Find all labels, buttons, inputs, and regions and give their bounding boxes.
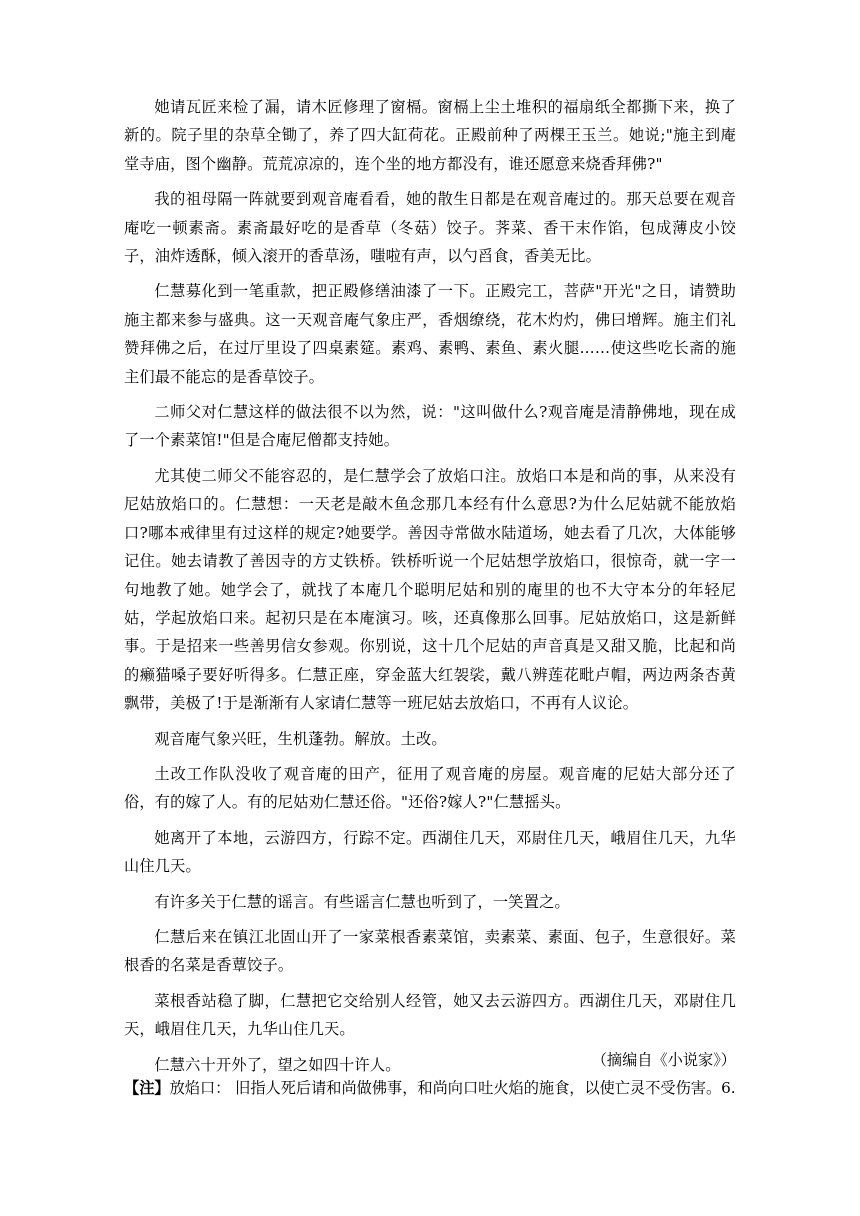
footnote <box>124 1076 764 1100</box>
paragraph-6: 观音庵气象兴旺，生机蓬勃。解放。土改。 <box>154 729 447 748</box>
paragraph-5: 尤其使二师父不能容忍的，是仁慧学会了放焰口注。放焰口本是和尚的事，从来没有尼姑放焰口的。仁慧想：一天老是敲木鱼念那几本经有什么意思?为什么尼姑就不能放焰口?哪本戒律里有过这样的规定?她要学。善因寺常做水陆道场，她去看了几次，大体能够记住。她去请教了善因寺的方丈铁桥。铁桥听说一个尼姑想学放焰口，很惊奇，就一字一句地教了她。她学会了，就找了本庵几个聪明尼姑和别的庵里的也不大守本分的年轻尼姑，学起放焰口来。起初只是在本庵演习。咳，还真像那么回事。尼姑放焰口，这是新鲜事。于是招来一些善男信女参观。你别说，这十几个尼姑的声音真是又甜又脆，比起和尚的癞猫嗓子要好听得多。仁慧正座，穿金蓝大红袈裟，戴八辨莲花毗卢帽，两边两条杏黄飘带，美极了!于是渐渐有人家请仁慧等一班尼姑去放焰口，不再有人议论。 <box>124 466 736 713</box>
paragraph-7: 土改工作队没收了观音庵的田产，征用了观音庵的房屋。观音庵的尼姑大部分还了俗，有的嫁了人。有的尼姑劝仁慧还俗。"还俗?嫁人?"仁慧摇头。 <box>124 764 736 812</box>
footnote-text: 放焰口： 旧指人死后请和尚做佛事，和尚向口吐火焰的施食，以使亡灵不受伤害。6. <box>169 1079 736 1097</box>
paragraph-2: 我的祖母隔一阵就要到观音庵看看，她的散生日都是在观音庵过的。那天总要在观音庵吃一顿素斋。素斋最好吃的是香草（冬菇）饺子。荠菜、香干末作馅，包成薄皮小饺子，油炸透酥，倾入滚开的香草汤，嗤啦有声，以勺舀食，香美无比。 <box>124 190 736 266</box>
paragraph-8: 她离开了本地，云游四方，行踪不定。西湖住几天，邓尉住几天，峨眉住几天，九华山住几天。 <box>124 828 736 876</box>
paragraph-3: 仁慧募化到一笔重款，把正殿修缮油漆了一下。正殿完工，菩萨"开光"之日，请赞助施主都来参与盛典。这一天观音庵气象庄严，香烟缭绕，花木灼灼，佛曰增辉。施主们礼赞拜佛之后，在过厅里设了四桌素筵。素鸡、素鸭、素鱼、素火腿……使这些吃长斋的施主们最不能忘的是香草饺子。 <box>124 282 736 386</box>
paragraph-11: 菜根香站稳了脚，仁慧把它交给别人经管，她又去云游四方。西湖住几天，邓尉住几天，峨眉住几天，九华山住几天。 <box>124 991 736 1039</box>
article-body <box>124 93 736 1086</box>
paragraph-9: 有许多关于仁慧的谣言。有些谣言仁慧也听到了，一笑置之。 <box>154 892 570 911</box>
footnote-label: 【注】 <box>124 1079 170 1097</box>
paragraph-12: 仁慧六十开外了，望之如四十许人。 <box>154 1055 401 1074</box>
paragraph-4: 二师父对仁慧这样的做法很不以为然，说："这叫做什么?观音庵是清静佛地，现在成了一个素菜馆!"但是合庵尼僧都支持她。 <box>124 403 736 450</box>
source-citation: （摘编自《小说家》） <box>591 1051 736 1069</box>
paragraph-10: 仁慧后来在镇江北固山开了一家菜根香素菜馆，卖素菜、素面、包子，生意很好。菜根香的名菜是香蕈饺子。 <box>124 927 736 975</box>
paragraph-1: 她请瓦匠来检了漏，请木匠修理了窗槅。窗槅上尘土堆积的福扇纸全都撕下来，换了新的。院子里的杂草全锄了，养了四大缸荷花。正殿前种了两棵王玉兰。她说;"施主到庵堂寺庙，图个幽静。荒荒凉凉的，连个坐的地方都没有，谁还愿意来烧香拜佛?" <box>124 98 736 173</box>
